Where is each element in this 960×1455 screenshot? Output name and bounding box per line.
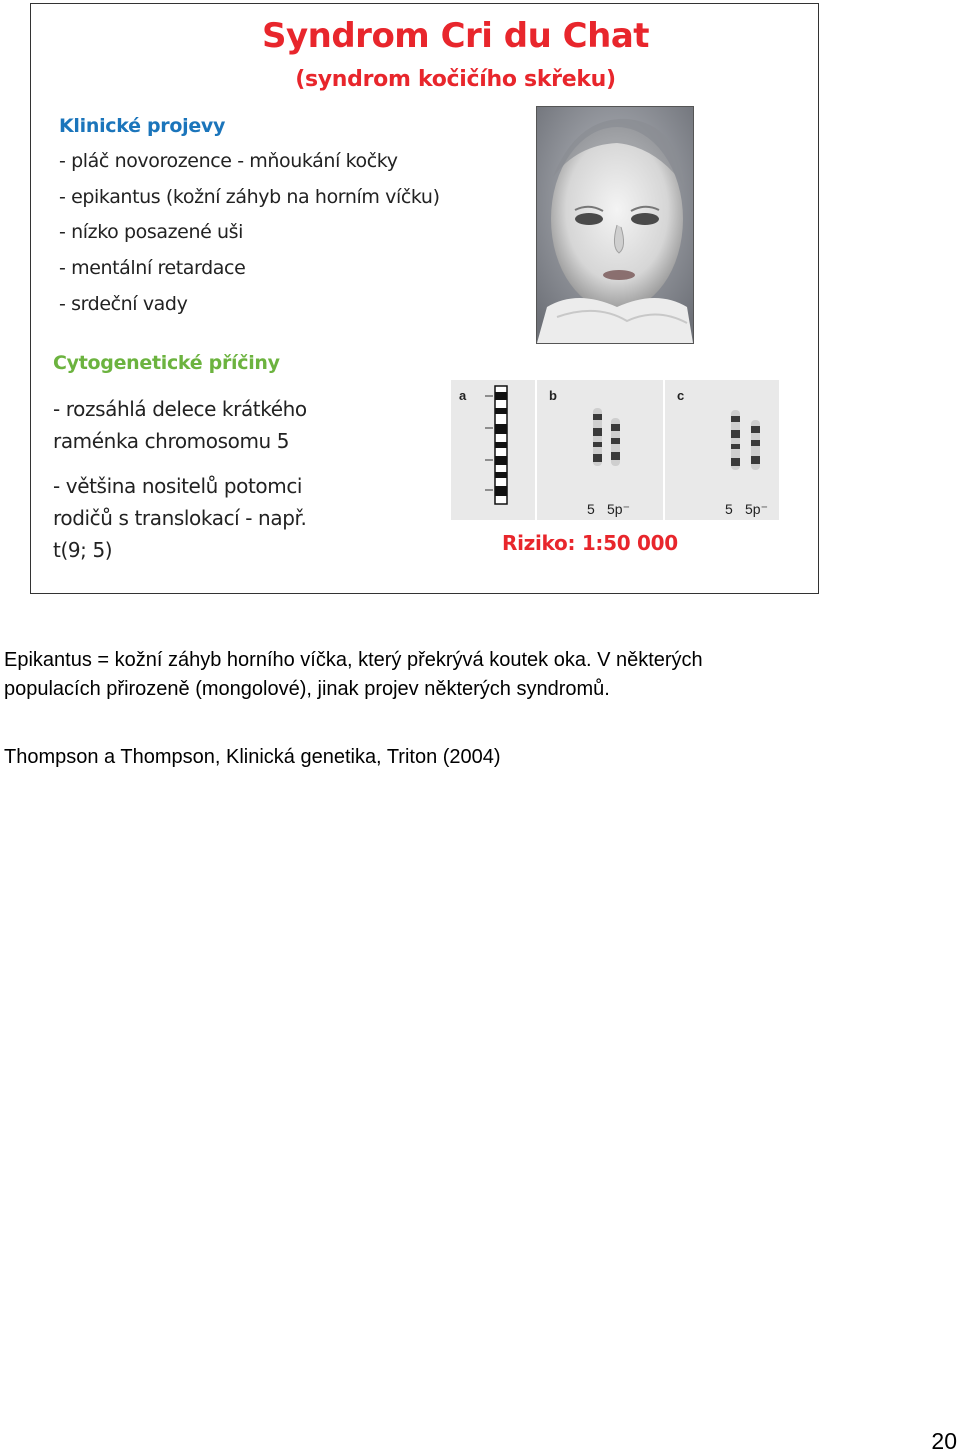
cytogenetic-heading: Cytogenetické příčiny	[53, 352, 280, 374]
chromosome-label: 5	[587, 501, 595, 517]
cytogenetic-line: - většina nositelů potomci	[53, 474, 303, 498]
cytogenetic-line: rodičů s translokací - např.	[53, 506, 307, 530]
panel-label-b: b	[549, 388, 557, 403]
citation: Thompson a Thompson, Klinická genetika, Triton (2004)	[4, 746, 501, 768]
chromosome-label: 5	[725, 501, 733, 517]
caption-line: populacích přirozeně (mongolové), jinak projev některých syndromů.	[4, 678, 610, 700]
infant-photo	[536, 106, 694, 344]
chromosome-figure	[451, 380, 779, 520]
risk-label: Riziko: 1:50 000	[502, 531, 678, 555]
cytogenetic-item-1	[53, 393, 307, 457]
clinical-item: - nízko posazené uši	[59, 221, 244, 243]
cytogenetic-line: t(9; 5)	[53, 538, 113, 562]
clinical-item: - epikantus (kožní záhyb na horním víčku)	[59, 186, 440, 208]
chromosome-label: 5p⁻	[607, 501, 630, 517]
caption-line: Epikantus = kožní záhyb horního víčka, který překrývá koutek oka. V některých	[4, 649, 703, 671]
slide-subtitle: (syndrom kočičího skřeku)	[295, 67, 616, 92]
caption	[4, 646, 954, 704]
clinical-item: - pláč novorozence - mňoukání kočky	[59, 150, 398, 172]
clinical-heading: Klinické projevy	[59, 115, 226, 137]
chromosome-diagram	[451, 380, 779, 520]
slide-image	[30, 3, 819, 594]
panel-label-a: a	[459, 388, 467, 403]
cytogenetic-line: raménka chromosomu 5	[53, 429, 290, 453]
cytogenetic-line: - rozsáhlá delece krátkého	[53, 397, 307, 421]
chromosome-label: 5p⁻	[745, 501, 768, 517]
clinical-item: - mentální retardace	[59, 257, 246, 279]
cytogenetic-item-2	[53, 470, 306, 566]
clinical-item: - srdeční vady	[59, 293, 188, 315]
page-number: 20	[931, 1428, 957, 1454]
panel-label-c: c	[677, 388, 685, 403]
slide-title: Syndrom Cri du Chat	[261, 16, 650, 56]
